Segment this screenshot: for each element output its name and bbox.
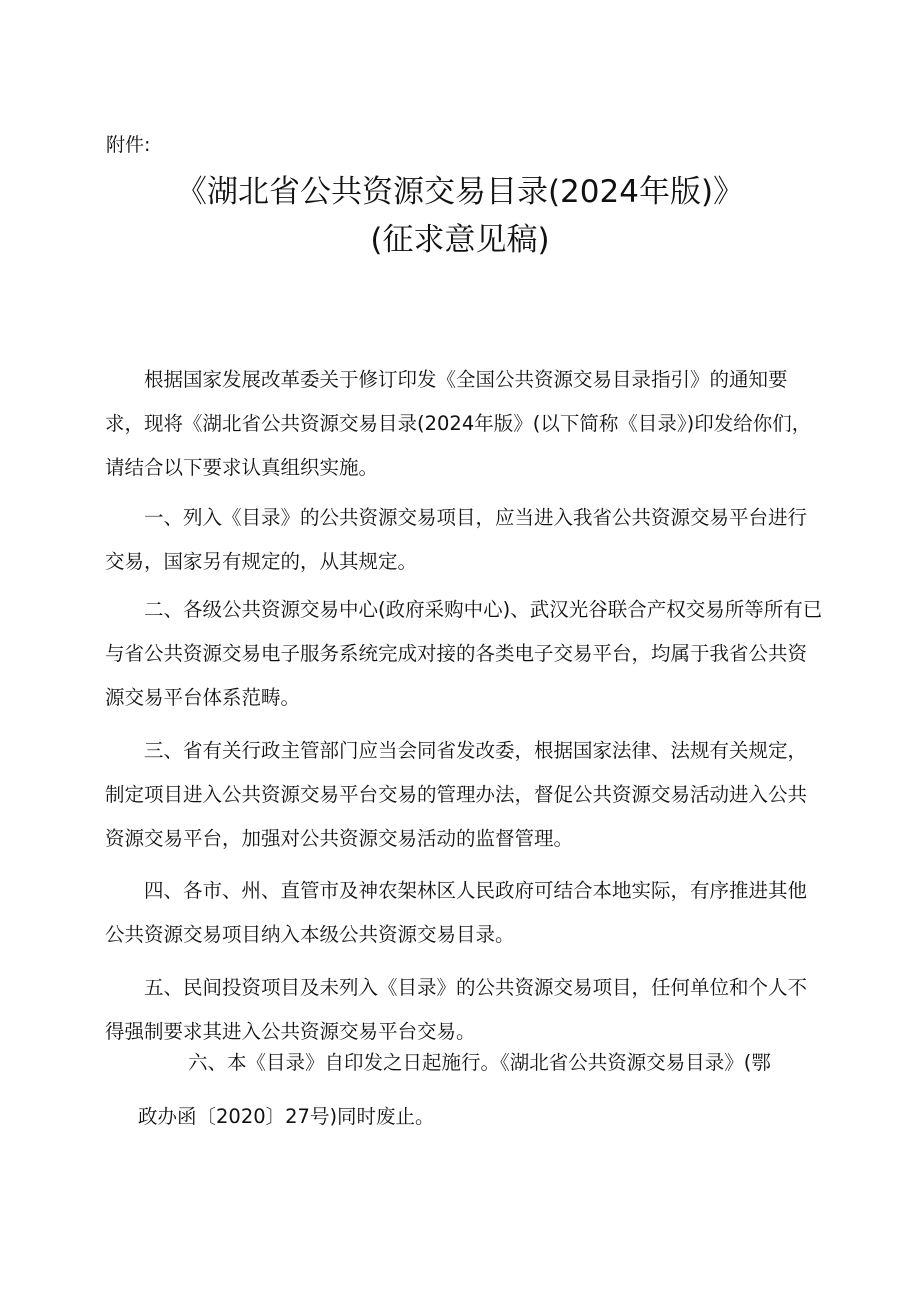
clause-6-line-2: 政办函〔2020〕27号)同时废止。 — [138, 1105, 435, 1128]
clause-4-paragraph: 四、各市、州、直管市及神农架林区人民政府可结合本地实际，有序推进其他公共资源交易项目纳入本级公共资源交易目录。 — [105, 879, 808, 946]
intro-paragraph: 根据国家发展改革委关于修订印发《全国公共资源交易目录指引》的通知要求，现将《湖北省公共资源交易目录(2024年版》(以下简称《目录》)印发给你们，请结合以下要求认真组织实施。 — [105, 368, 812, 479]
clause-3-paragraph: 三、省有关行政主管部门应当会同省发改委，根据国家法律、法规有关规定，制定项目进入公共资源交易平台交易的管理办法，督促公共资源交易活动进入公共资源交易平台，加强对公共资源交易活动的监督管理。 — [105, 739, 808, 850]
document-subtitle: (征求意见稿) — [370, 222, 550, 258]
attachment-label: 附件: — [106, 134, 151, 156]
clause-2-paragraph: 二、各级公共资源交易中心(政府采购中心)、武汉光谷联合产权交易所等所有已与省公共资源交易电子服务系统完成对接的各类电子交易平台，均属于我省公共资源交易平台体系范畴。 — [105, 598, 823, 709]
clause-6-line-1: 六、本《目录》自印发之日起施行。《湖北省公共资源交易目录》(鄂 — [188, 1051, 771, 1074]
clause-1-paragraph: 一、列入《目录》的公共资源交易项目，应当进入我省公共资源交易平台进行交易，国家另有规定的，从其规定。 — [105, 506, 808, 573]
document-title: 《湖北省公共资源交易目录(2024年版)》 — [175, 174, 745, 210]
clause-5-paragraph: 五、民间投资项目及未列入《目录》的公共资源交易项目，任何单位和个人不得强制要求其进入公共资源交易平台交易。 — [105, 976, 808, 1043]
